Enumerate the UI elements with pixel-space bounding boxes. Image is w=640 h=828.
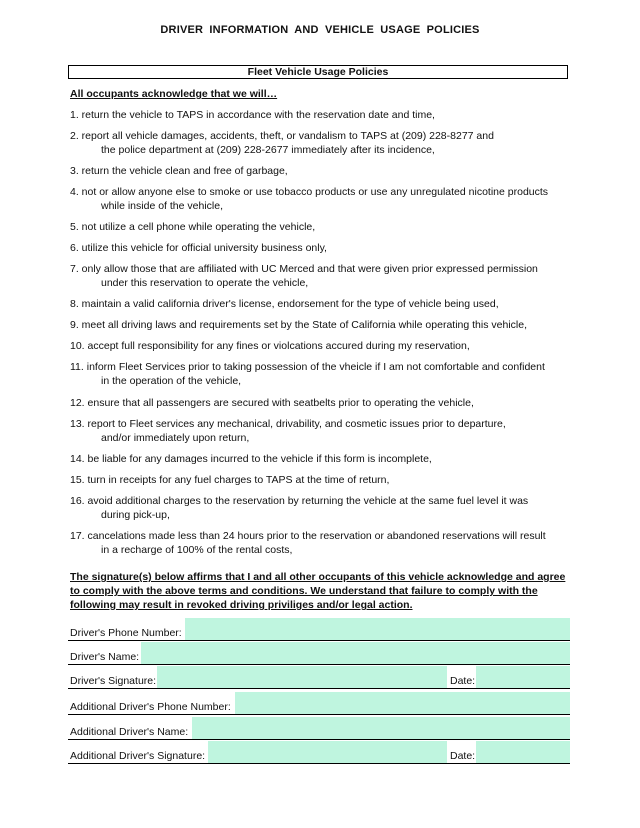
document-title: DRIVER INFORMATION AND VEHICLE USAGE POLICIES [160,24,480,36]
driver-name-row [68,642,570,665]
intro-heading: All occupants acknowledge that we will… [70,88,278,100]
driver-phone-row [68,618,570,641]
list-item: 3. return the vehicle clean and free of garbage, [70,165,288,177]
additional-signature-row [68,741,570,764]
driver-name-field[interactable] [141,642,570,664]
additional-name-label: Additional Driver's Name: [70,726,189,738]
driver-date-field[interactable] [476,666,570,688]
additional-signature-label: Additional Driver's Signature: [70,750,206,762]
list-item: 12. ensure that all passengers are secured with seatbelts prior to operating the vehicle, [70,397,474,409]
list-item: 9. meet all driving laws and requirements set by the State of California while operating this vehicle, [70,319,527,331]
driver-signature-row [68,666,570,689]
list-item: 1. return the vehicle to TAPS in accordance with the reservation date and time, [70,109,435,121]
additional-phone-field[interactable] [235,692,570,714]
list-item: 13. report to Fleet services any mechanical, drivability, and cosmetic issues prior to departure, and/or immediately upon return, [70,418,506,444]
additional-date-field[interactable] [476,741,570,763]
driver-signature-field[interactable] [157,666,447,688]
driver-name-label: Driver's Name: [70,651,140,663]
additional-name-row [68,717,570,740]
affirmation-statement: The signature(s) below affirms that I and all other occupants of this vehicle acknowledge and agree to comply with the above terms and conditions. We understand that failure to comply with the following may result in revoked driving priviliges and/or legal action. [70,571,566,611]
additional-date-label: Date: [450,750,476,762]
list-item: 17. cancelations made less than 24 hours prior to the reservation or abandoned reservations will result in a recharge of 100% of the rental costs, [70,530,546,556]
driver-phone-field[interactable] [185,618,570,640]
list-item: 4. not or allow anyone else to smoke or use tobacco products or use any unregulated nicotine products while inside of the vehicle, [70,186,549,212]
list-item: 6. utilize this vehicle for official university business only, [70,242,327,254]
driver-signature-label: Driver's Signature: [70,675,157,687]
list-item: 2. report all vehicle damages, accidents, theft, or vandalism to TAPS at (209) 228-8277 and the police department at (209) 228-2677 immediately after its incidence, [70,130,494,156]
list-item: 10. accept full responsibility for any fines or violcations accured during my reservation, [70,340,470,352]
list-item: 16. avoid additional charges to the reservation by returning the vehicle at the same fuel level it was during pick-up, [70,495,529,521]
driver-phone-label: Driver's Phone Number: [70,627,182,639]
driver-date-label: Date: [450,675,476,687]
additional-phone-row [68,692,570,715]
list-item: 8. maintain a valid california driver's license, endorsement for the type of vehicle being used, [70,298,499,310]
additional-name-field[interactable] [192,717,570,739]
list-item: 7. only allow those that are affiliated with UC Merced and that were given prior expressed permission under this reservation to operate the vehicle, [70,263,538,289]
additional-signature-field[interactable] [208,741,447,763]
list-item: 15. turn in receipts for any fuel charges to TAPS at the time of return, [70,474,390,486]
list-item: 5. not utilize a cell phone while operating the vehicle, [70,221,316,233]
list-item: 11. inform Fleet Services prior to taking possession of the vheicle if I am not comfortable and confident in the operation of the vehicle, [70,361,545,387]
section-header: Fleet Vehicle Usage Policies [68,65,568,79]
list-item: 14. be liable for any damages incurred to the vehicle if this form is incomplete, [70,453,432,465]
additional-phone-label: Additional Driver's Phone Number: [70,701,231,713]
